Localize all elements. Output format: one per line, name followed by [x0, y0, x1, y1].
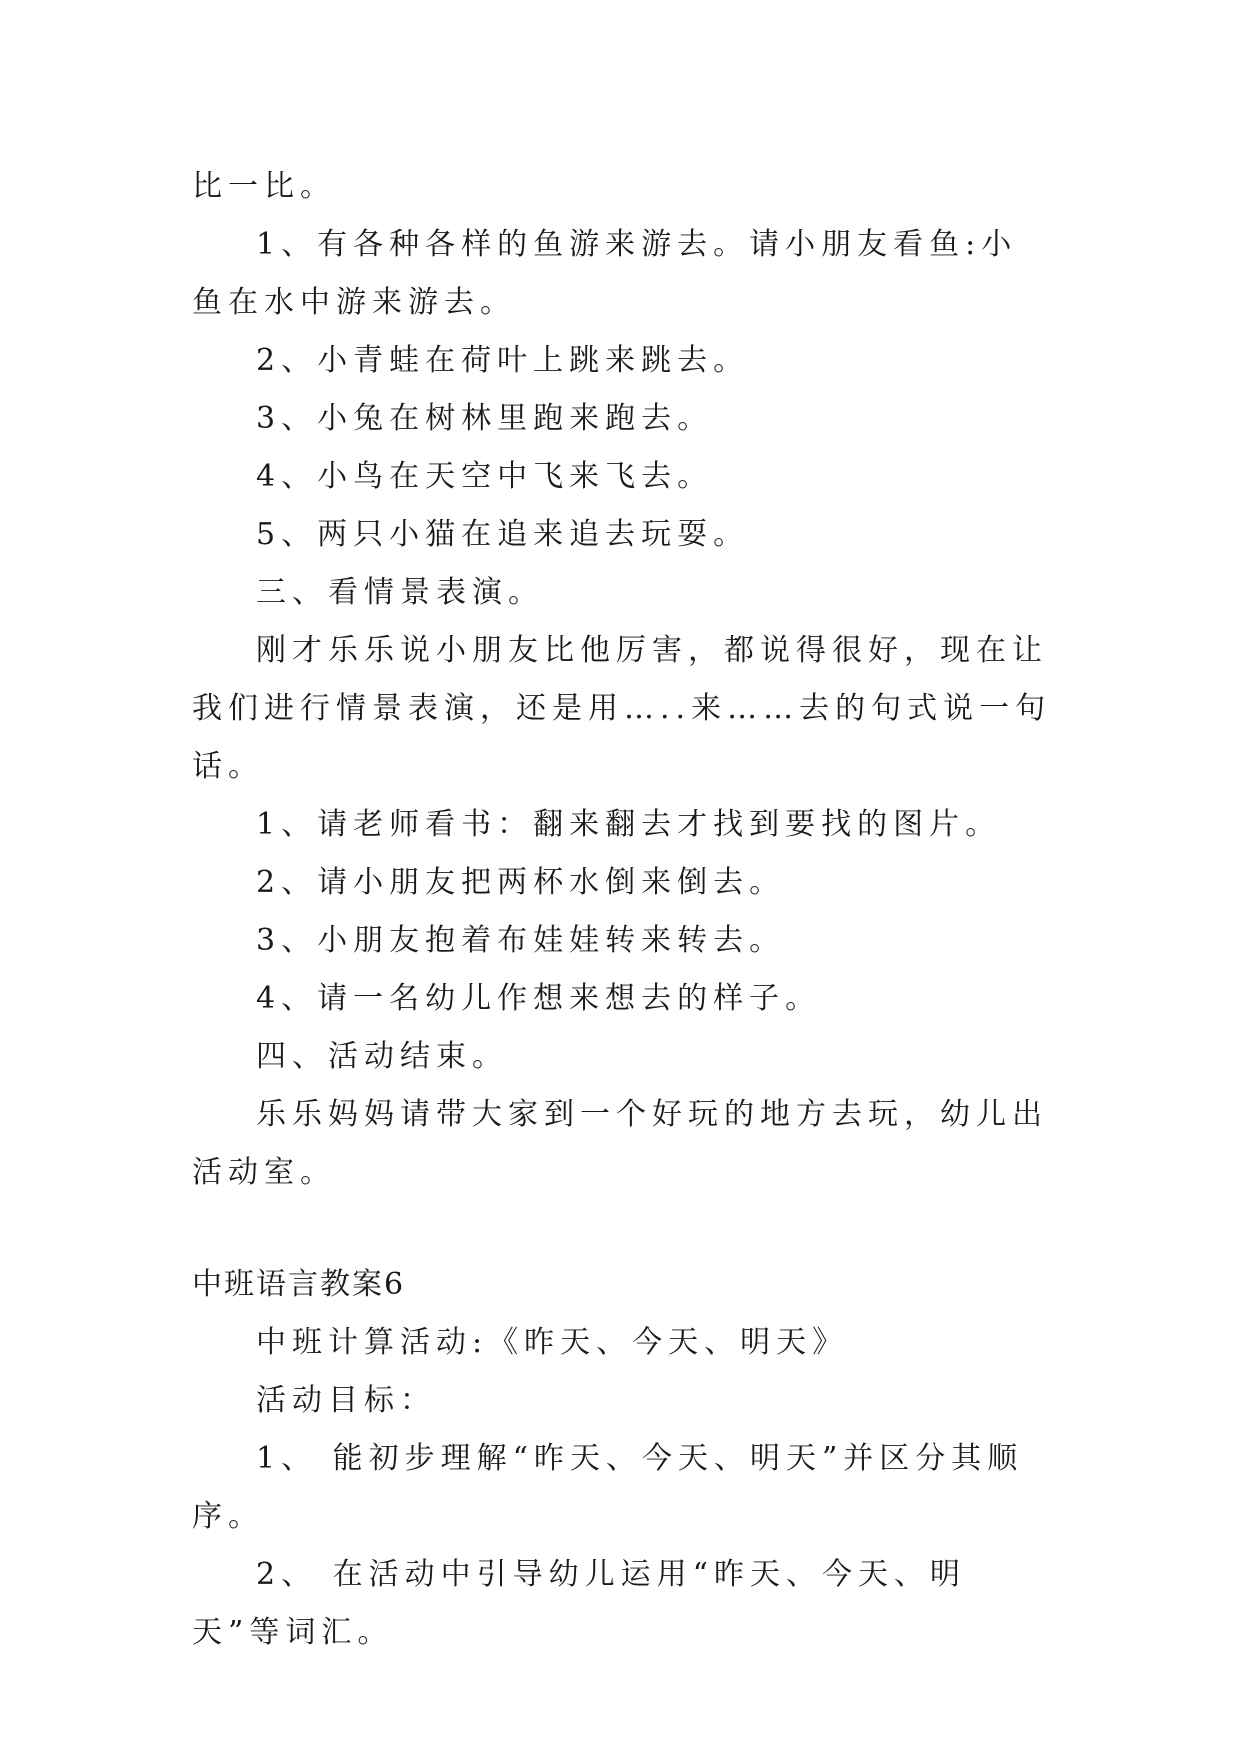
paragraph: 2、请小朋友把两杯水倒来倒去。 — [256, 865, 786, 900]
paragraph: 1、有各种各样的鱼游来游去。请小朋友看鱼:小鱼在水中游来游去。 — [192, 227, 1018, 320]
objective-item: 2、 在活动中引导幼儿运用“昨天、今天、明天”等词汇。 — [192, 1557, 966, 1650]
paragraph: 1、请老师看书：翻来翻去才找到要找的图片。 — [256, 807, 1002, 842]
section-step-heading: 四、活动结束。 — [256, 1039, 508, 1074]
paragraph: 3、小朋友抱着布娃娃转来转去。 — [256, 923, 786, 958]
paragraph: 刚才乐乐说小朋友比他厉害，都说得很好，现在让我们进行情景表演，还是用…..来……去的句式说一句话。 — [192, 633, 1052, 784]
section-spacer — [192, 1202, 1052, 1256]
objectives-label: 活动目标： — [256, 1383, 436, 1418]
paragraph: 5、两只小猫在追来追去玩耍。 — [256, 517, 750, 552]
paragraph: 乐乐妈妈请带大家到一个好玩的地方去玩，幼儿出活动室。 — [192, 1097, 1048, 1190]
paragraph: 比一比。 — [192, 169, 336, 204]
objective-item: 1、 能初步理解“昨天、今天、明天”并区分其顺序。 — [192, 1441, 1024, 1534]
paragraph: 4、请一名幼儿作想来想去的样子。 — [256, 981, 822, 1016]
section-title: 中班语言教案6 — [192, 1267, 406, 1302]
activity-title: 中班计算活动:《昨天、今天、明天》 — [256, 1325, 849, 1360]
paragraph: 4、小鸟在天空中飞来飞去。 — [256, 459, 714, 494]
paragraph: 2、小青蛙在荷叶上跳来跳去。 — [256, 343, 750, 378]
paragraph: 3、小兔在树林里跑来跑去。 — [256, 401, 714, 436]
section-step-heading: 三、看情景表演。 — [256, 575, 544, 610]
document-body — [192, 158, 1052, 1662]
